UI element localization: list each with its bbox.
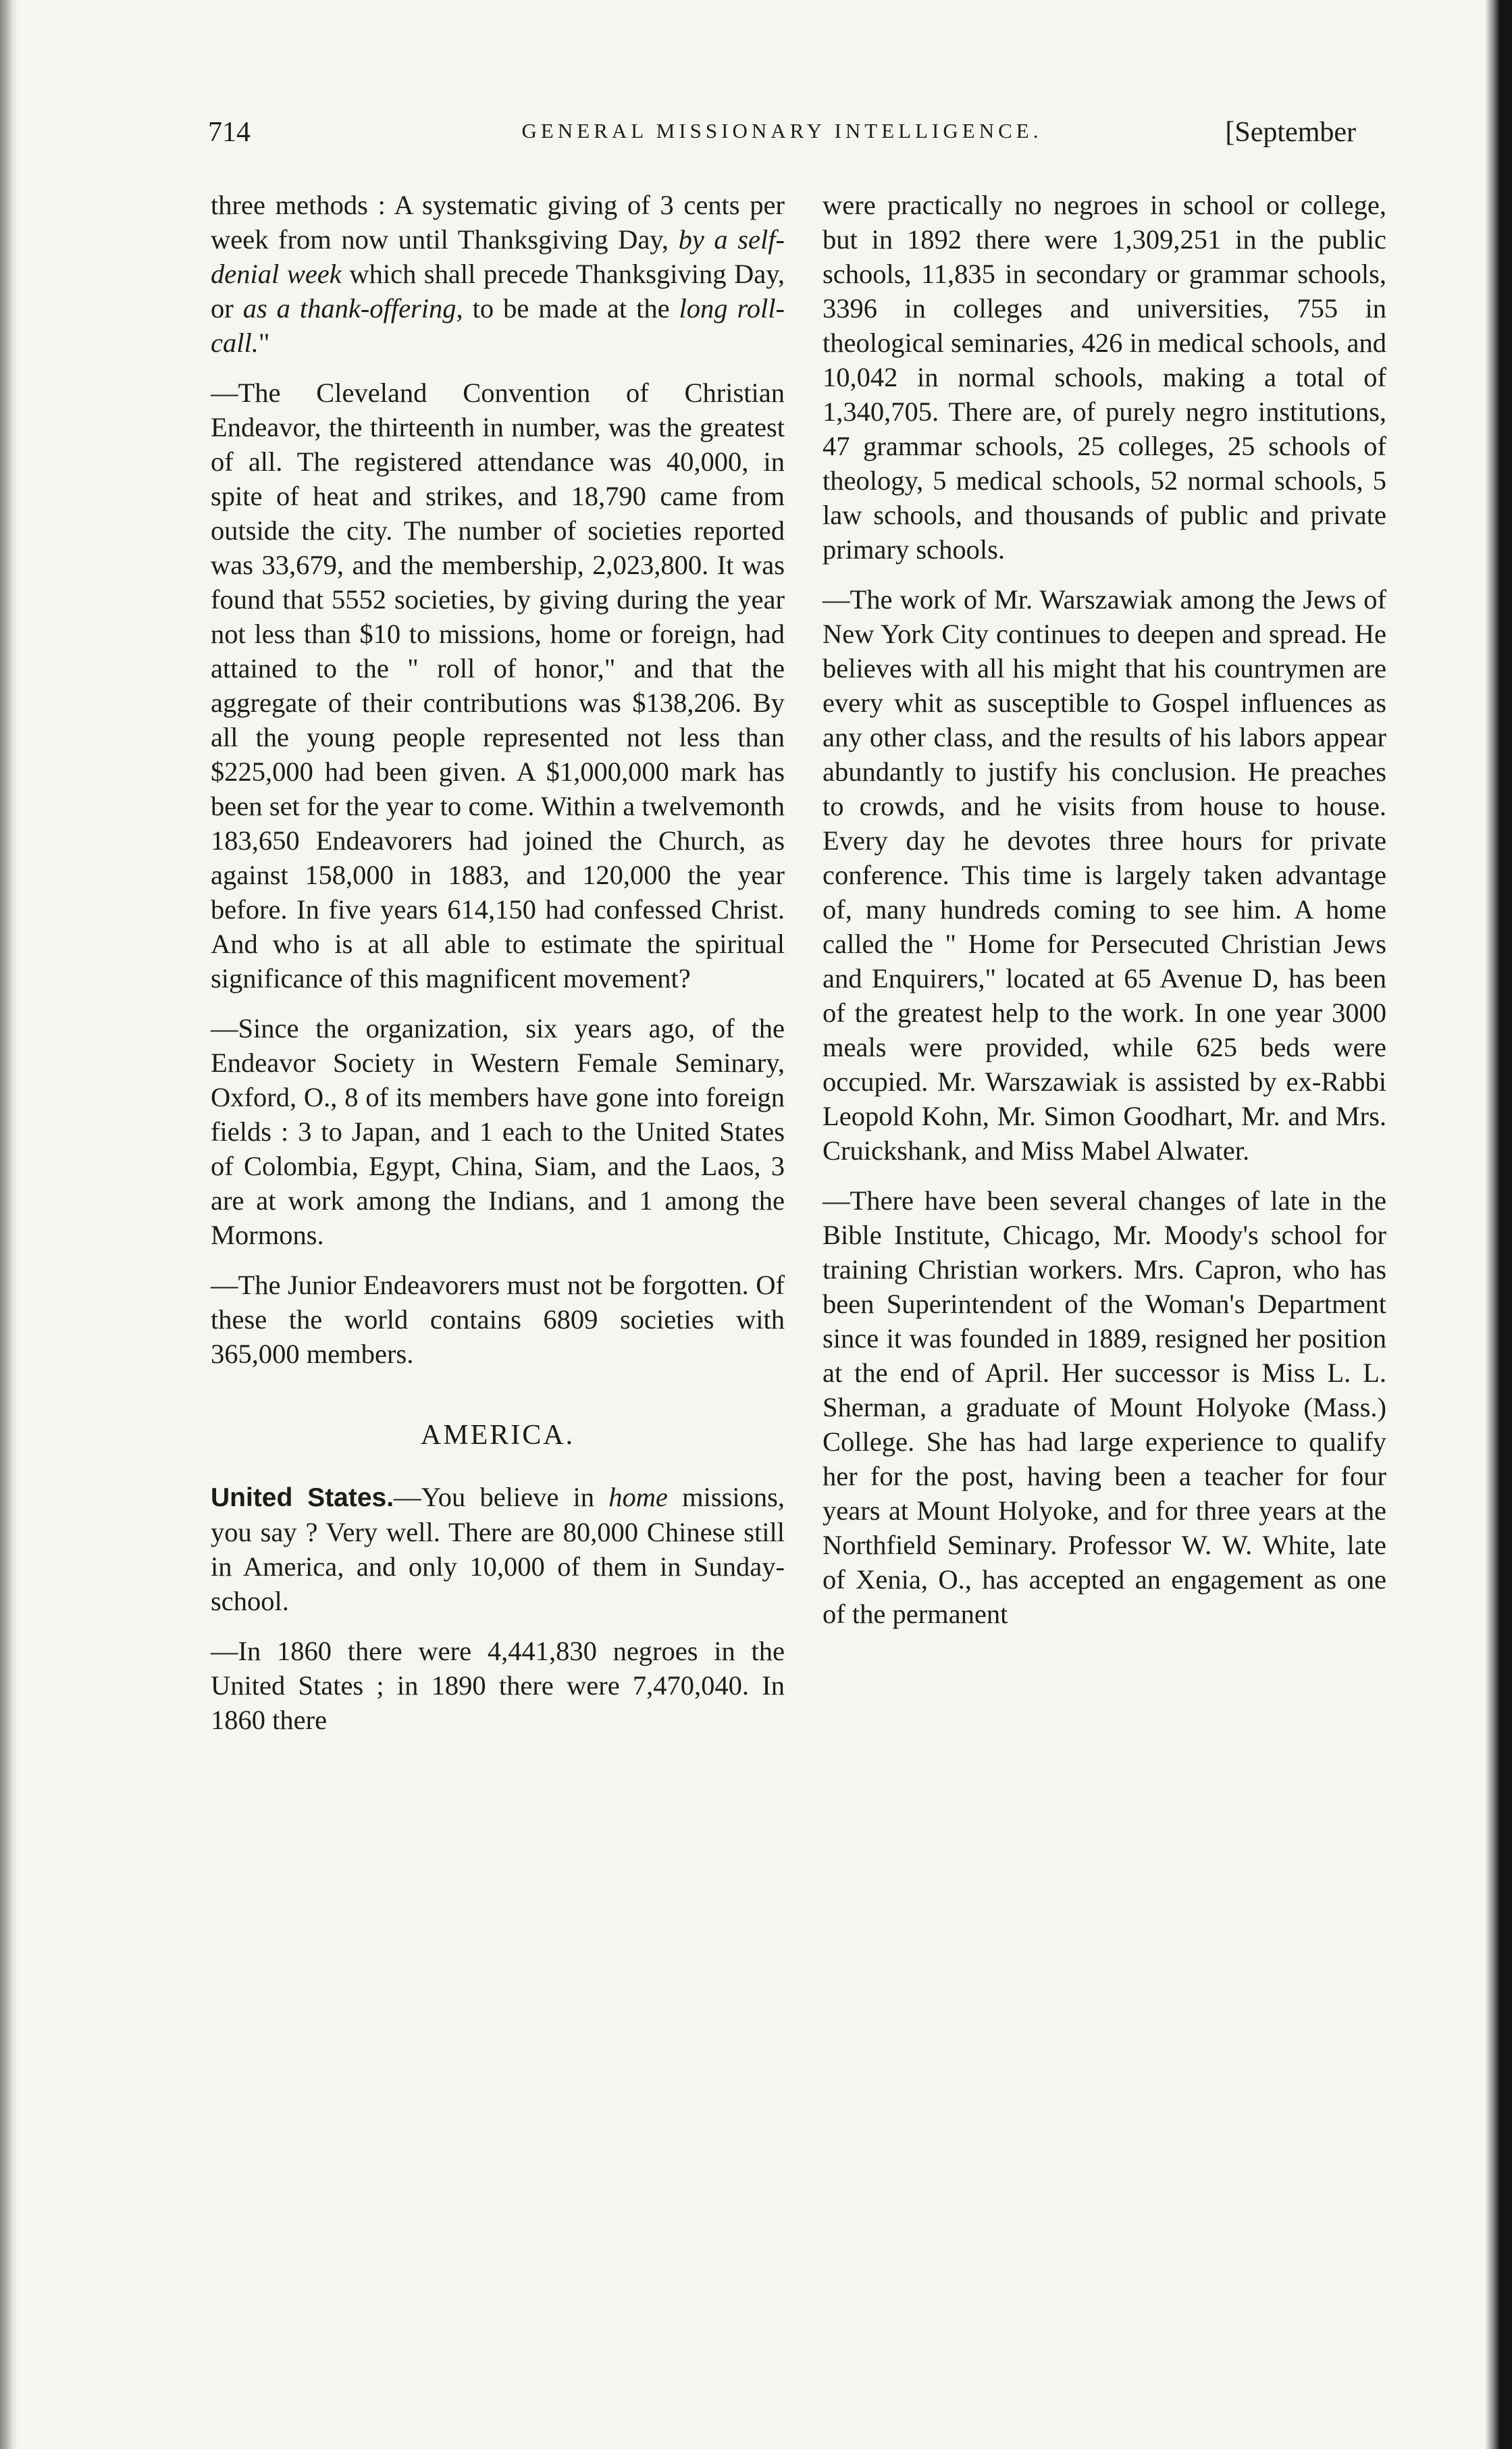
- paragraph-giving-methods: [211, 188, 785, 360]
- text-run: three methods : A systematic giving of 3 cents per week from now until Thanksgiving Day,: [211, 190, 785, 255]
- scan-edge-right: [1485, 0, 1512, 2449]
- text-run: missions, you say ? Very well. There are 80,000 Chinese still in America, and only 10,000 of them in Sunday-school.: [211, 1482, 785, 1616]
- left-column: [211, 188, 785, 2356]
- page-number: 714: [208, 117, 251, 148]
- italic-run: long roll-call.: [211, 293, 785, 358]
- italic-run: home: [608, 1482, 668, 1512]
- text-run: ": [258, 328, 270, 358]
- text-run: —You believe in: [394, 1482, 609, 1512]
- text-run: which shall precede Thanksgiving Day, or: [211, 259, 785, 324]
- italic-run: by a self-denial week: [211, 224, 785, 289]
- paragraph-bible-institute: —There have been several changes of late in the Bible Institute, Chicago, Mr. Moody's school for training Christian workers. Mrs. Capron, who has been Superintendent of the Woman's Department since it was founded in 1889, resigned her position at the end of April. Her successor is Miss L. L. Sherman, a graduate of Mount Holyoke (Mass.) College. She has had large experience to qualify her for the post, having been a teacher for four years at Mount Holyoke, and for three years at the Northfield Seminary. Professor W. W. White, late of Xenia, O., has accepted an engagement as one of the permanent: [823, 1185, 1386, 1629]
- month-label: [September: [1225, 117, 1356, 148]
- section-heading-america: AMERICA.: [420, 1420, 575, 1451]
- running-head: [208, 116, 1356, 157]
- paragraph-negro-schools: were practically no negroes in school or college, but in 1892 there were 1,309,251 in the public schools, 11,835 in secondary or grammar schools, 3396 in colleges and universities, 755 in theological seminaries, 426 in medical schools, and 10,042 in normal schools, making a total of 1,340,705. There are, of purely negro institutions, 47 grammar schools, 25 colleges, 25 schools of theology, 5 medical schools, 52 normal schools, 5 law schools, and thousands of public and private primary schools.: [823, 190, 1386, 565]
- paragraph-junior-endeavorers: —The Junior Endeavorers must not be forgotten. Of these the world contains 6809 societies with 365,000 members.: [211, 1270, 785, 1369]
- journal-title: GENERAL MISSIONARY INTELLIGENCE.: [521, 119, 1043, 143]
- country-heading: United States.: [211, 1483, 394, 1512]
- italic-run: as a thank-offering,: [242, 293, 463, 324]
- text-run: to be made at the: [463, 293, 679, 324]
- paragraph-western-seminary: —Since the organization, six years ago, of the Endeavor Society in Western Female Seminary, Oxford, O., 8 of its members have gone into foreign fields : 3 to Japan, and 1 each to the United States of Colombia, Egypt, China, Siam, and the Laos, 3 are at work among the Indians, and 1 among the Mormons.: [211, 1013, 785, 1250]
- paragraph-warszawiak: —The work of Mr. Warszawiak among the Jews of New York City continues to deepen and spread. He believes with all his might that his countrymen are every whit as susceptible to Gospel influences as any other class, and the results of his labors appear abundantly to justify his conclusion. He preaches to crowds, and he visits from house to house. Every day he devotes three hours for private conference. This time is largely taken advantage of, many hundreds coming to see him. A home called the " Home for Persecuted Christian Jews and Enquirers," located at 65 Avenue D, has been of the greatest help to the work. In one year 3000 meals were provided, while 625 beds were occupied. Mr. Warszawiak is assisted by ex-Rabbi Leopold Kohn, Mr. Simon Goodhart, Mr. and Mrs. Cruickshank, and Miss Mabel Alwater.: [823, 584, 1386, 1166]
- paragraph-united-states: [211, 1480, 785, 1618]
- scan-edge-left: [0, 0, 18, 2449]
- paragraph-negro-population: —In 1860 there were 4,441,830 negroes in the United States ; in 1890 there were 7,470,040. In 1860 there: [211, 1636, 785, 1735]
- right-column: [823, 188, 1386, 2356]
- paragraph-cleveland-convention: —The Cleveland Convention of Christian Endeavor, the thirteenth in number, was the greatest of all. The registered attendance was 40,000, in spite of heat and strikes, and 18,790 came from outside the city. The number of societies reported was 33,679, and the membership, 2,023,800. It was found that 5552 societies, by giving during the year not less than $10 to missions, home or foreign, had attained to the " roll of honor," and that the aggregate of their contributions was $138,206. By all the young people represented not less than $225,000 had been given. A $1,000,000 mark has been set for the year to come. Within a twelvemonth 183,650 Endeavorers had joined the Church, as against 158,000 in 1883, and 120,000 the year before. In five years 614,150 had confessed Christ. And who is at all able to estimate the spiritual significance of this magnificent movement?: [211, 378, 785, 994]
